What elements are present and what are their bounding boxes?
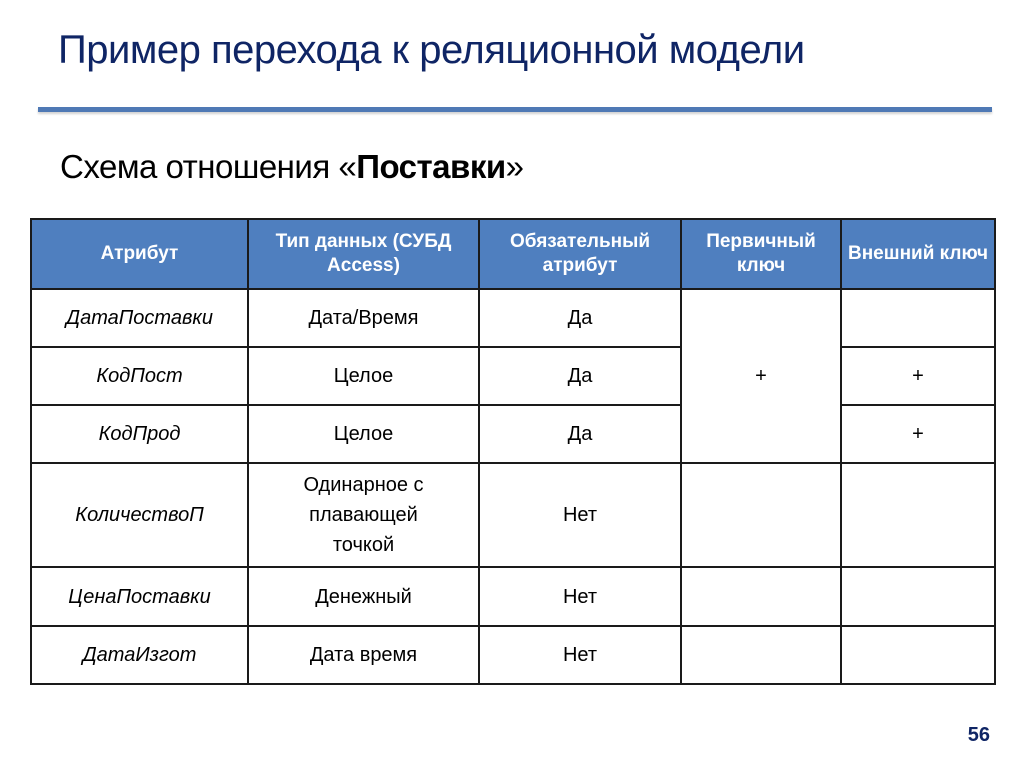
table-header-row (31, 219, 995, 289)
foreign-key-cell (841, 463, 995, 567)
foreign-key-cell: + (841, 405, 995, 463)
type-cell: Целое (248, 347, 479, 405)
type-cell: Целое (248, 405, 479, 463)
required-cell: Да (479, 405, 681, 463)
table-row (31, 567, 995, 626)
primary-key-cell (681, 626, 841, 684)
primary-key-cell (681, 567, 841, 626)
primary-key-cell (681, 463, 841, 567)
subtitle-relation-name: Поставки (356, 148, 506, 185)
foreign-key-cell: + (841, 347, 995, 405)
attribute-cell: ДатаИзгот (31, 626, 248, 684)
required-cell: Нет (479, 626, 681, 684)
attribute-cell: КоличествоП (31, 463, 248, 567)
table-row (31, 626, 995, 684)
foreign-key-cell (841, 626, 995, 684)
relation-schema-table (30, 218, 996, 685)
subtitle-prefix: Схема отношения « (60, 148, 357, 185)
attribute-cell: КодПрод (31, 405, 248, 463)
slide-title: Пример перехода к реляционной модели (58, 28, 805, 72)
table-row (31, 463, 995, 567)
type-cell: Дата время (248, 626, 479, 684)
required-cell: Нет (479, 463, 681, 567)
title-divider (38, 107, 992, 112)
required-cell: Да (479, 347, 681, 405)
attribute-cell: ЦенаПоставки (31, 567, 248, 626)
header-foreign-key: Внешний ключ (841, 219, 995, 289)
table-row (31, 405, 995, 463)
primary-key-cell: + (681, 289, 841, 463)
header-required: Обязательный атрибут (479, 219, 681, 289)
type-cell: Дата/Время (248, 289, 479, 347)
subtitle-suffix: » (505, 148, 524, 185)
header-data-type: Тип данных (СУБД Access) (248, 219, 479, 289)
header-attribute: Атрибут (31, 219, 248, 289)
table-row (31, 289, 995, 347)
type-cell: Денежный (248, 567, 479, 626)
required-cell: Да (479, 289, 681, 347)
header-primary-key: Первичный ключ (681, 219, 841, 289)
slide-subtitle (60, 148, 523, 186)
table-row (31, 347, 995, 405)
page-number: 56 (967, 724, 990, 746)
type-cell: Одинарное с плавающей точкой (248, 463, 479, 567)
foreign-key-cell (841, 289, 995, 347)
attribute-cell: ДатаПоставки (31, 289, 248, 347)
required-cell: Нет (479, 567, 681, 626)
attribute-cell: КодПост (31, 347, 248, 405)
foreign-key-cell (841, 567, 995, 626)
